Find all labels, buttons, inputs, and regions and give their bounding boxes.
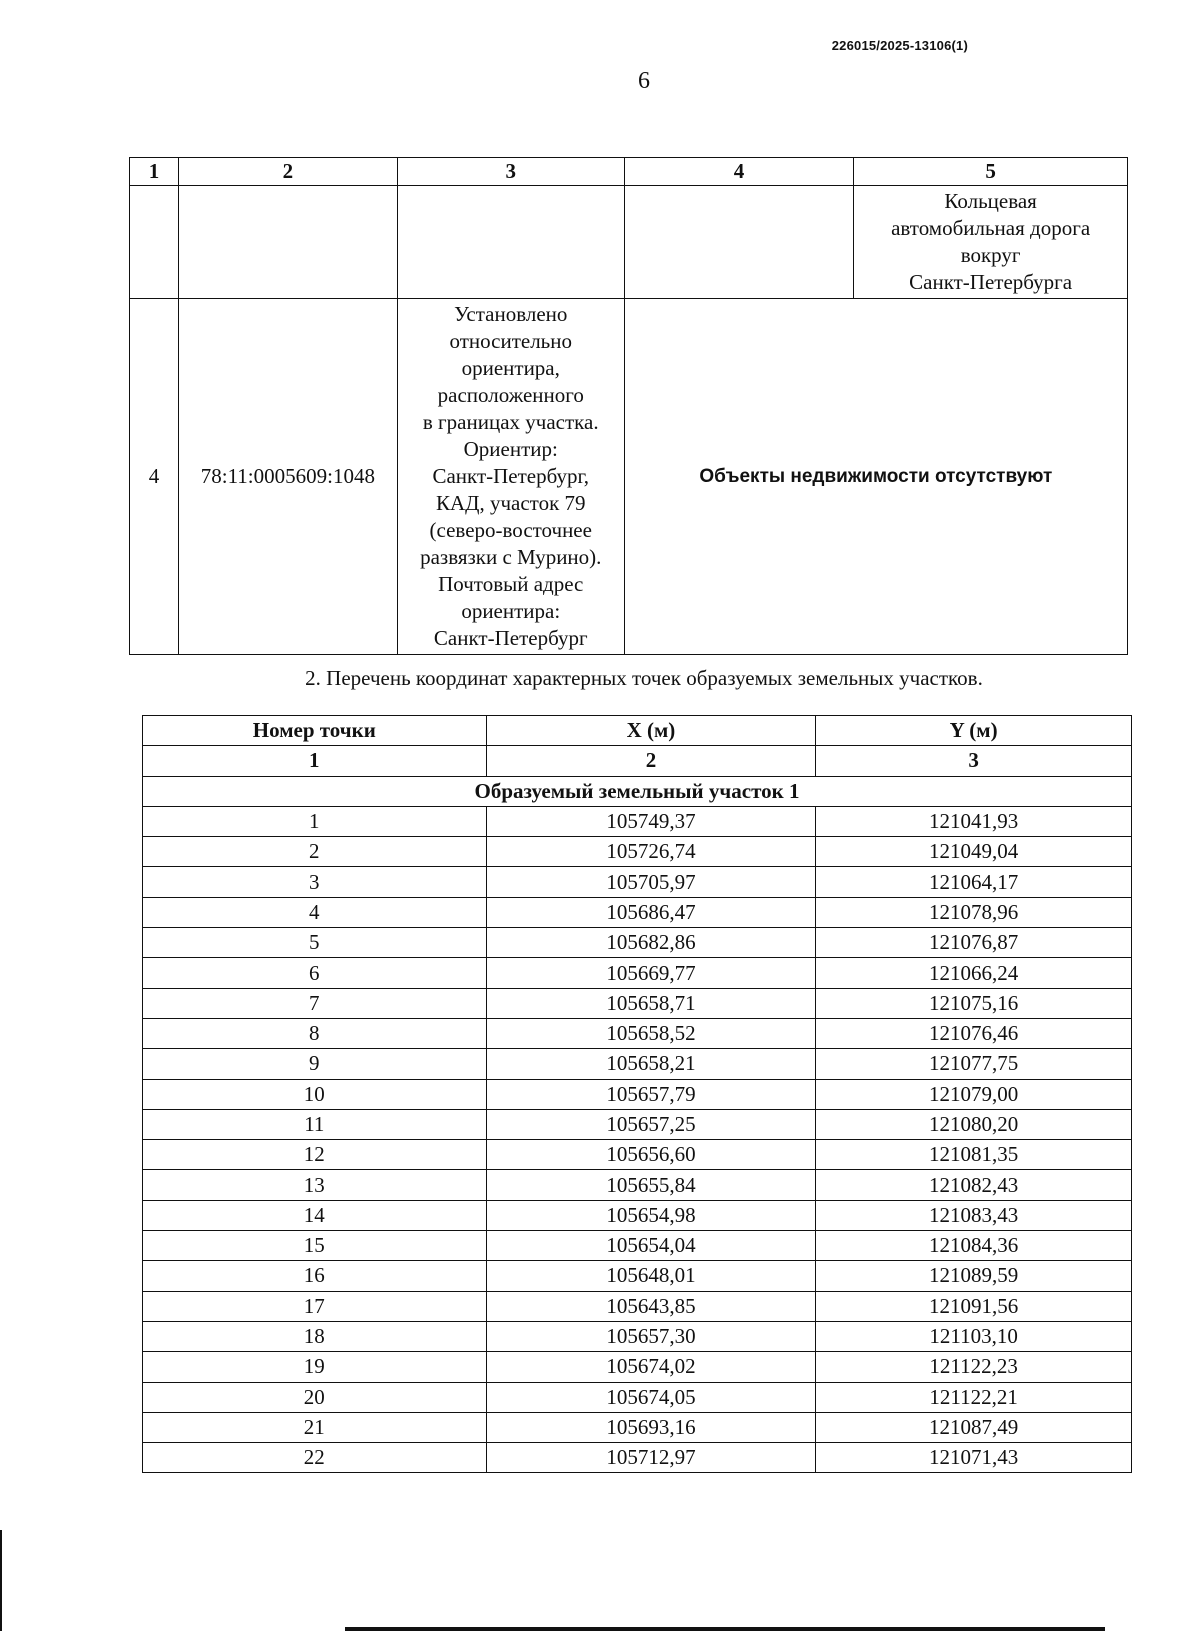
address-line: Почтовый адрес xyxy=(438,572,584,596)
parcel-table-cell xyxy=(624,186,854,299)
x-coordinate-cell: 105654,98 xyxy=(486,1200,816,1230)
x-coordinate-cell: 105705,97 xyxy=(486,867,816,897)
column-number-cell: 3 xyxy=(816,746,1132,776)
parcel-table-row xyxy=(130,299,1128,655)
x-coordinate-cell: 105749,37 xyxy=(486,806,816,836)
point-number-cell: 10 xyxy=(143,1079,487,1109)
table-row xyxy=(143,1049,1132,1079)
no-real-estate-cell: Объекты недвижимости отсутствуют xyxy=(624,299,1127,655)
y-coordinate-cell: 121076,87 xyxy=(816,928,1132,958)
table-row xyxy=(143,1170,1132,1200)
x-coordinate-cell: 105674,05 xyxy=(486,1382,816,1412)
road-name-line: вокруг xyxy=(960,243,1021,267)
parcel-table-cell xyxy=(397,186,624,299)
y-coordinate-cell: 121122,23 xyxy=(816,1352,1132,1382)
point-number-cell: 2 xyxy=(143,837,487,867)
cadastral-number-cell: 78:11:0005609:1048 xyxy=(178,299,397,655)
point-number-cell: 7 xyxy=(143,988,487,1018)
y-coordinate-cell: 121066,24 xyxy=(816,958,1132,988)
y-coordinate-cell: 121089,59 xyxy=(816,1261,1132,1291)
parcel-number-cell: 4 xyxy=(130,299,179,655)
point-number-cell: 15 xyxy=(143,1231,487,1261)
address-line: Ориентир: xyxy=(463,437,558,461)
point-number-cell: 14 xyxy=(143,1200,487,1230)
x-coordinate-cell: 105682,86 xyxy=(486,928,816,958)
y-coordinate-cell: 121083,43 xyxy=(816,1200,1132,1230)
point-number-cell: 19 xyxy=(143,1352,487,1382)
x-coordinate-cell: 105674,02 xyxy=(486,1352,816,1382)
table-row xyxy=(143,837,1132,867)
x-coordinate-cell: 105654,04 xyxy=(486,1231,816,1261)
coordinates-header-row xyxy=(143,716,1132,746)
y-coordinate-cell: 121103,10 xyxy=(816,1321,1132,1351)
coordinates-header-cell: Y (м) xyxy=(816,716,1132,746)
x-coordinate-cell: 105657,30 xyxy=(486,1321,816,1351)
parcel-table-cell xyxy=(178,186,397,299)
point-number-cell: 21 xyxy=(143,1412,487,1442)
point-number-cell: 4 xyxy=(143,897,487,927)
point-number-cell: 11 xyxy=(143,1109,487,1139)
y-coordinate-cell: 121084,36 xyxy=(816,1231,1132,1261)
parcel-table-header-cell: 5 xyxy=(854,158,1128,186)
coordinates-table xyxy=(142,715,1132,1473)
coordinates-header-cell: X (м) xyxy=(486,716,816,746)
table-row xyxy=(143,897,1132,927)
point-number-cell: 13 xyxy=(143,1170,487,1200)
footer-rule xyxy=(345,1627,1105,1631)
section-title: 2. Перечень координат характерных точек образуемых земельных участков. xyxy=(305,666,983,690)
y-coordinate-cell: 121064,17 xyxy=(816,867,1132,897)
road-name-line: Кольцевая xyxy=(944,189,1037,213)
point-number-cell: 16 xyxy=(143,1261,487,1291)
x-coordinate-cell: 105693,16 xyxy=(486,1412,816,1442)
address-line: КАД, участок 79 xyxy=(435,491,586,515)
parcel-table-header-cell: 3 xyxy=(397,158,624,186)
road-name-cell xyxy=(854,186,1128,299)
y-coordinate-cell: 121041,93 xyxy=(816,806,1132,836)
x-coordinate-cell: 105657,79 xyxy=(486,1079,816,1109)
y-coordinate-cell: 121071,43 xyxy=(816,1443,1132,1473)
table-row xyxy=(143,1291,1132,1321)
coordinates-column-number-row xyxy=(143,746,1132,776)
y-coordinate-cell: 121082,43 xyxy=(816,1170,1132,1200)
parcel-table-header-cell: 4 xyxy=(624,158,854,186)
table-row xyxy=(143,1200,1132,1230)
point-number-cell: 12 xyxy=(143,1140,487,1170)
y-coordinate-cell: 121080,20 xyxy=(816,1109,1132,1139)
x-coordinate-cell: 105658,52 xyxy=(486,1018,816,1048)
table-row xyxy=(143,1109,1132,1139)
point-number-cell: 22 xyxy=(143,1443,487,1473)
address-cell xyxy=(397,299,624,655)
table-row xyxy=(143,1231,1132,1261)
address-line: ориентира, xyxy=(461,356,560,380)
table-row xyxy=(143,1443,1132,1473)
y-coordinate-cell: 121079,00 xyxy=(816,1079,1132,1109)
y-coordinate-cell: 121076,46 xyxy=(816,1018,1132,1048)
x-coordinate-cell: 105658,21 xyxy=(486,1049,816,1079)
address-line: относительно xyxy=(449,329,572,353)
scan-edge-mark xyxy=(0,1530,2,1631)
parcel-table xyxy=(129,157,1128,655)
y-coordinate-cell: 121049,04 xyxy=(816,837,1132,867)
x-coordinate-cell: 105657,25 xyxy=(486,1109,816,1139)
table-row xyxy=(143,1261,1132,1291)
table-row xyxy=(143,1412,1132,1442)
point-number-cell: 6 xyxy=(143,958,487,988)
point-number-cell: 3 xyxy=(143,867,487,897)
parcel-table-cell xyxy=(130,186,179,299)
y-coordinate-cell: 121087,49 xyxy=(816,1412,1132,1442)
x-coordinate-cell: 105712,97 xyxy=(486,1443,816,1473)
parcel-table-header-cell: 2 xyxy=(178,158,397,186)
address-line: в границах участка. xyxy=(422,410,599,434)
table-row xyxy=(143,928,1132,958)
x-coordinate-cell: 105726,74 xyxy=(486,837,816,867)
table-row xyxy=(143,1140,1132,1170)
table-row xyxy=(143,867,1132,897)
parcel-table-header-cell: 1 xyxy=(130,158,179,186)
address-line: Санкт-Петербург, xyxy=(432,464,590,488)
x-coordinate-cell: 105656,60 xyxy=(486,1140,816,1170)
x-coordinate-cell: 105686,47 xyxy=(486,897,816,927)
road-name-line: автомобильная дорога xyxy=(891,216,1091,240)
document-id: 226015/2025-13106(1) xyxy=(831,38,968,53)
x-coordinate-cell: 105648,01 xyxy=(486,1261,816,1291)
address-line: Санкт-Петербург xyxy=(433,626,588,650)
point-number-cell: 20 xyxy=(143,1382,487,1412)
table-row xyxy=(143,1321,1132,1351)
table-row xyxy=(143,1352,1132,1382)
page-number: 6 xyxy=(638,68,650,94)
address-line: расположенного xyxy=(437,383,584,407)
point-number-cell: 8 xyxy=(143,1018,487,1048)
column-number-cell: 2 xyxy=(486,746,816,776)
point-number-cell: 9 xyxy=(143,1049,487,1079)
road-name-line: Санкт-Петербурга xyxy=(909,270,1073,294)
x-coordinate-cell: 105658,71 xyxy=(486,988,816,1018)
x-coordinate-cell: 105655,84 xyxy=(486,1170,816,1200)
y-coordinate-cell: 121075,16 xyxy=(816,988,1132,1018)
x-coordinate-cell: 105643,85 xyxy=(486,1291,816,1321)
y-coordinate-cell: 121091,56 xyxy=(816,1291,1132,1321)
table-row xyxy=(143,988,1132,1018)
plot-title: Образуемый земельный участок 1 xyxy=(143,776,1132,806)
table-row xyxy=(143,958,1132,988)
table-row xyxy=(143,1079,1132,1109)
y-coordinate-cell: 121077,75 xyxy=(816,1049,1132,1079)
y-coordinate-cell: 121078,96 xyxy=(816,897,1132,927)
plot-title-row xyxy=(143,776,1132,806)
point-number-cell: 1 xyxy=(143,806,487,836)
point-number-cell: 17 xyxy=(143,1291,487,1321)
point-number-cell: 18 xyxy=(143,1321,487,1351)
coordinates-body xyxy=(143,806,1132,1473)
column-number-cell: 1 xyxy=(143,746,487,776)
address-line: ориентира: xyxy=(461,599,561,623)
address-line: Установлено xyxy=(454,302,568,326)
y-coordinate-cell: 121081,35 xyxy=(816,1140,1132,1170)
table-row xyxy=(143,1382,1132,1412)
coordinates-header-cell: Номер точки xyxy=(143,716,487,746)
address-line: развязки с Мурино). xyxy=(420,545,602,569)
parcel-table-header-row xyxy=(130,158,1128,186)
point-number-cell: 5 xyxy=(143,928,487,958)
address-line: (северо-восточнее xyxy=(429,518,592,542)
parcel-table-row xyxy=(130,186,1128,299)
y-coordinate-cell: 121122,21 xyxy=(816,1382,1132,1412)
table-row xyxy=(143,1018,1132,1048)
x-coordinate-cell: 105669,77 xyxy=(486,958,816,988)
table-row xyxy=(143,806,1132,836)
